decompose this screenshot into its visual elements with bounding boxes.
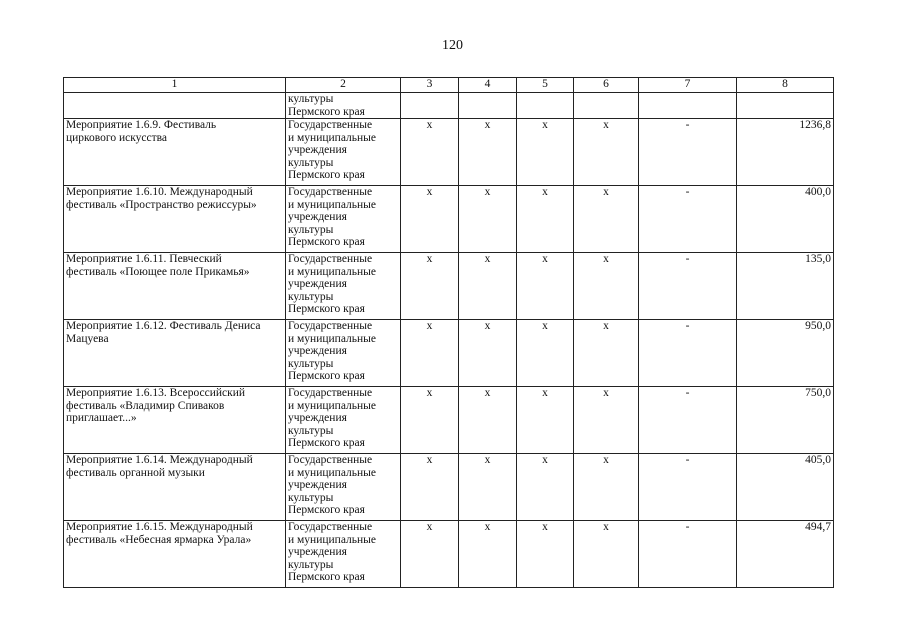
value-cell-c6: x (574, 521, 639, 588)
executor-line: Государственные (288, 320, 373, 332)
executor-line: Государственные (288, 253, 373, 265)
value-cell-c6: x (574, 119, 639, 186)
executor-line: культуры (288, 93, 334, 105)
header-cell: 5 (517, 78, 574, 93)
header-cell: 1 (64, 78, 286, 93)
value-cell-c6: x (574, 387, 639, 454)
value-cell-c7: - (639, 320, 737, 387)
executor-line: Государственные (288, 387, 373, 399)
executor-line: Пермского края (288, 437, 365, 449)
event-name-line: фестиваль «Небесная ярмарка Урала» (66, 533, 252, 546)
event-name-line: фестиваль органной музыки (66, 466, 205, 479)
executor-line: учреждения (288, 278, 347, 290)
event-name-line: Мероприятие 1.6.15. Международный (66, 521, 253, 533)
value-cell-c6: x (574, 253, 639, 320)
amount-cell: 135,0 (737, 253, 834, 320)
header-cell: 2 (286, 78, 401, 93)
event-name-line: фестиваль «Пространство режиссуры» (66, 198, 257, 211)
value-cell-c4: x (459, 320, 517, 387)
table-row (64, 253, 834, 320)
event-name-cell (64, 521, 286, 588)
executor-line: учреждения (288, 144, 347, 156)
executor-line: Пермского края (288, 169, 365, 181)
executor-line: учреждения (288, 412, 347, 424)
executor-cell (286, 521, 401, 588)
value-cell-c4: x (459, 253, 517, 320)
table-row (64, 186, 834, 253)
value-cell-c7: - (639, 387, 737, 454)
header-cell: 3 (401, 78, 459, 93)
event-name-line: Мероприятие 1.6.10. Международный (66, 186, 253, 198)
value-cell-c6: x (574, 454, 639, 521)
value-cell-c3: x (401, 387, 459, 454)
executor-line: и муниципальные (288, 466, 377, 479)
executor-line: культуры (288, 558, 334, 571)
value-cell-c5: x (517, 521, 574, 588)
executor-line: Государственные (288, 186, 373, 198)
executor-cell (286, 119, 401, 186)
executor-line: Пермского края (288, 303, 365, 315)
executor-line: Пермского края (288, 571, 365, 583)
amount-cell: 1236,8 (737, 119, 834, 186)
value-cell-c6: x (574, 186, 639, 253)
event-name-line: приглашает...» (66, 412, 137, 424)
executor-cell (286, 387, 401, 454)
executor-line: и муниципальные (288, 131, 377, 144)
executor-line: Государственные (288, 521, 373, 533)
executor-line: учреждения (288, 546, 347, 558)
amount-cell: 400,0 (737, 186, 834, 253)
value-cell (737, 93, 834, 119)
continuation-row (64, 93, 834, 119)
event-name-line: Мероприятие 1.6.11. Певческий (66, 253, 222, 265)
executor-line: Пермского края (288, 236, 365, 248)
value-cell-c4: x (459, 454, 517, 521)
table-row (64, 387, 834, 454)
event-name-cell (64, 387, 286, 454)
header-cell: 6 (574, 78, 639, 93)
executor-line: Государственные (288, 454, 373, 466)
event-name-line: циркового искусства (66, 131, 168, 144)
value-cell-c3: x (401, 454, 459, 521)
value-cell-c5: x (517, 387, 574, 454)
event-name-line: Мероприятие 1.6.9. Фестиваль (66, 119, 217, 131)
executor-cell (286, 454, 401, 521)
value-cell-c3: x (401, 186, 459, 253)
program-table (63, 77, 834, 588)
value-cell-c3: x (401, 119, 459, 186)
executor-line: культуры (288, 290, 334, 303)
executor-cell (286, 320, 401, 387)
executor-cell (286, 253, 401, 320)
executor-line: и муниципальные (288, 399, 377, 412)
value-cell-c3: x (401, 253, 459, 320)
value-cell-c4: x (459, 186, 517, 253)
value-cell-c5: x (517, 186, 574, 253)
event-name-cell (64, 320, 286, 387)
executor-cell (286, 93, 401, 119)
value-cell-c7: - (639, 521, 737, 588)
value-cell-c7: - (639, 119, 737, 186)
executor-line: учреждения (288, 211, 347, 223)
table-row (64, 119, 834, 186)
value-cell-c4: x (459, 387, 517, 454)
event-name-cell (64, 454, 286, 521)
value-cell-c7: - (639, 454, 737, 521)
executor-cell (286, 186, 401, 253)
event-name-line: фестиваль «Владимир Спиваков (66, 399, 225, 412)
page-number: 120 (442, 38, 463, 53)
value-cell-c5: x (517, 253, 574, 320)
value-cell (639, 93, 737, 119)
executor-line: культуры (288, 156, 334, 169)
value-cell-c7: - (639, 186, 737, 253)
table-row (64, 454, 834, 521)
value-cell-c5: x (517, 119, 574, 186)
value-cell-c7: - (639, 253, 737, 320)
event-name-line: Мероприятие 1.6.14. Международный (66, 454, 253, 466)
executor-line: культуры (288, 491, 334, 504)
executor-line: Пермского края (288, 504, 365, 516)
value-cell-c3: x (401, 320, 459, 387)
header-cell: 8 (737, 78, 834, 93)
executor-line: учреждения (288, 479, 347, 491)
event-name-cell (64, 186, 286, 253)
executor-line: и муниципальные (288, 332, 377, 345)
amount-cell: 750,0 (737, 387, 834, 454)
value-cell-c3: x (401, 521, 459, 588)
header-cell: 7 (639, 78, 737, 93)
value-cell (459, 93, 517, 119)
value-cell (401, 93, 459, 119)
event-name-line: Мацуева (66, 332, 109, 345)
executor-line: культуры (288, 223, 334, 236)
table-row (64, 320, 834, 387)
executor-line: Пермского края (288, 370, 365, 382)
value-cell-c4: x (459, 119, 517, 186)
executor-line: и муниципальные (288, 198, 377, 211)
header-row (64, 78, 834, 93)
value-cell-c4: x (459, 521, 517, 588)
executor-line: и муниципальные (288, 265, 377, 278)
value-cell-c6: x (574, 320, 639, 387)
value-cell (574, 93, 639, 119)
event-name-cell (64, 253, 286, 320)
value-cell (517, 93, 574, 119)
event-name-line: Мероприятие 1.6.13. Всероссийский (66, 387, 246, 399)
executor-line: учреждения (288, 345, 347, 357)
value-cell-c5: x (517, 454, 574, 521)
executor-line: культуры (288, 424, 334, 437)
event-name-line: фестиваль «Поющее поле Прикамья» (66, 265, 250, 278)
executor-line: и муниципальные (288, 533, 377, 546)
event-name-line: Мероприятие 1.6.12. Фестиваль Дениса (66, 320, 261, 332)
executor-line: Пермского края (288, 105, 365, 118)
executor-line: культуры (288, 357, 334, 370)
header-cell: 4 (459, 78, 517, 93)
value-cell-c5: x (517, 320, 574, 387)
event-name-cell (64, 93, 286, 119)
amount-cell: 494,7 (737, 521, 834, 588)
amount-cell: 405,0 (737, 454, 834, 521)
table-row (64, 521, 834, 588)
amount-cell: 950,0 (737, 320, 834, 387)
event-name-cell (64, 119, 286, 186)
executor-line: Государственные (288, 119, 373, 131)
